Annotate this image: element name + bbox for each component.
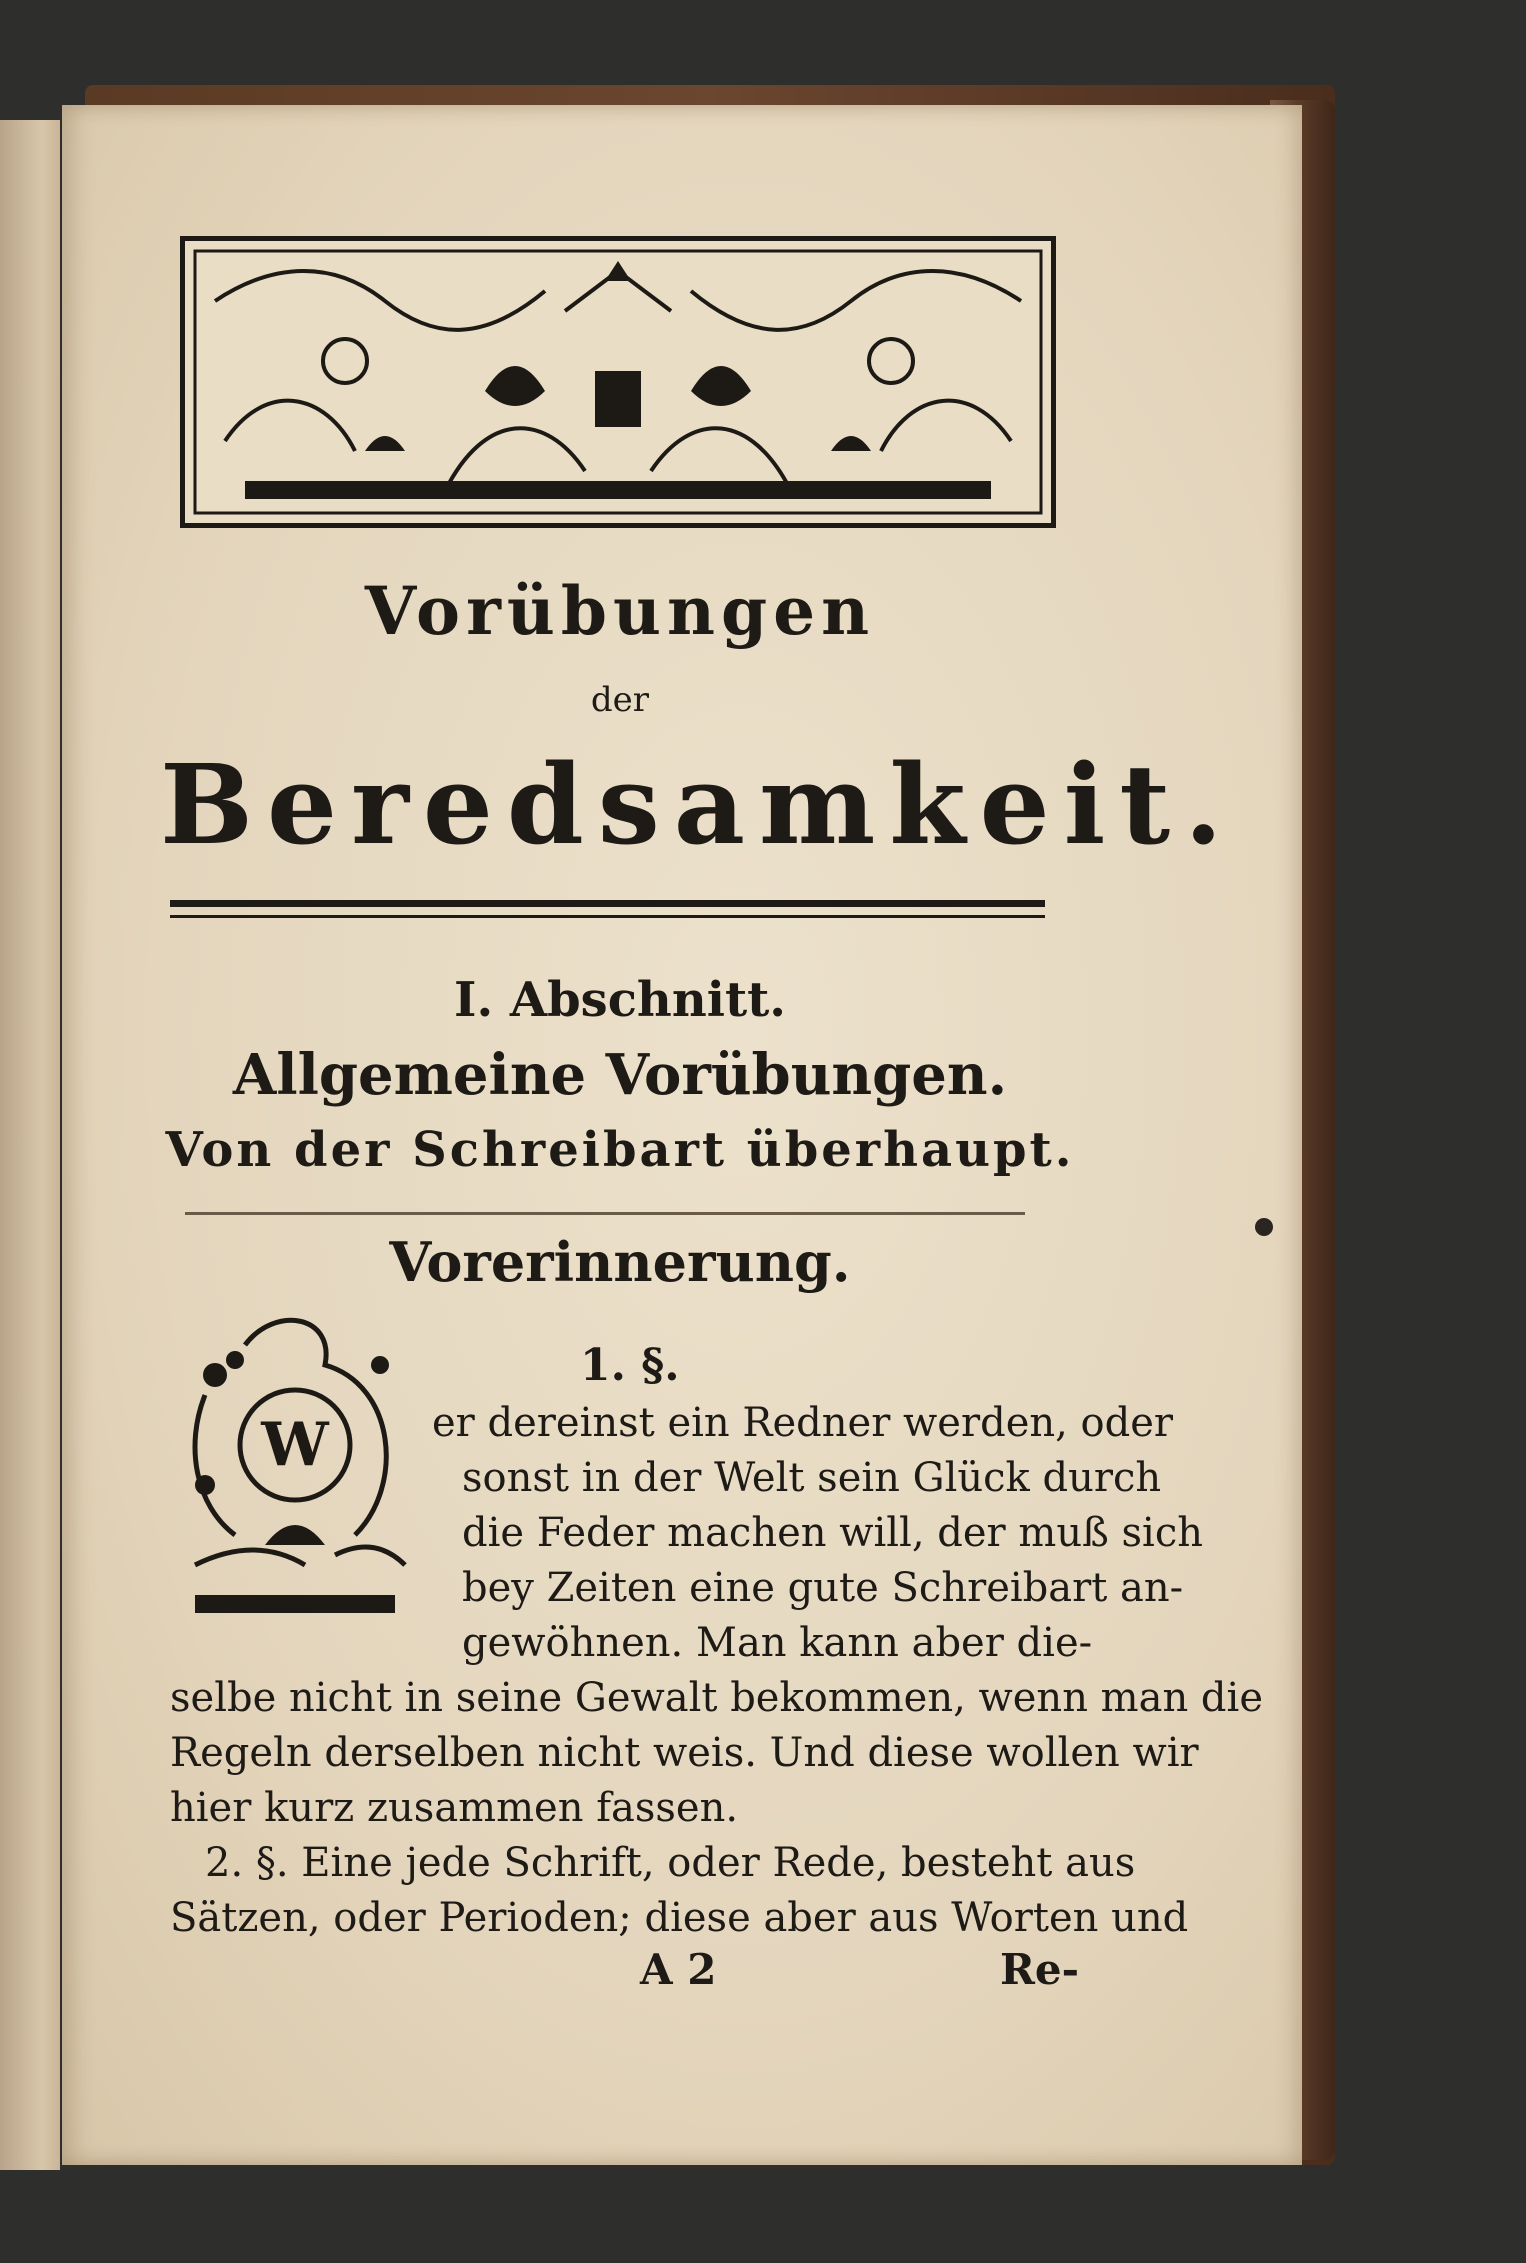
headpiece-ornament: [180, 236, 1056, 528]
book-title-line2: Beredsamkeit.: [160, 740, 1237, 869]
body-line-1: er dereinst ein Redner werden, oder: [432, 1400, 1174, 1446]
section-number: I. Abschnitt.: [453, 972, 786, 1028]
body-line-6: selbe nicht in seine Gewalt bekommen, wenn man die: [170, 1675, 1263, 1721]
book-title-der: der: [590, 680, 650, 720]
section-divider: [185, 1212, 1025, 1215]
decorated-initial: [175, 1305, 415, 1625]
double-rule-thin: [170, 915, 1045, 918]
ornament-illustration: [185, 241, 1051, 523]
body-line-3: die Feder machen will, der muß sich: [462, 1510, 1203, 1556]
body-line-2: sonst in der Welt sein Glück durch: [462, 1455, 1162, 1501]
paragraph-mark-1: 1. §.: [580, 1340, 680, 1391]
bookmark-bead: [1255, 1218, 1273, 1236]
left-page-edge: [0, 120, 60, 2170]
double-rule-thick: [170, 900, 1045, 907]
heading-vorerinnerung: Vorerinnerung.: [389, 1230, 851, 1294]
drop-cap-letter: W: [261, 1410, 329, 1480]
body-line-7: Regeln derselben nicht weis. Und diese wollen wir: [170, 1730, 1199, 1776]
section-title: Allgemeine Vorübungen.: [232, 1042, 1008, 1108]
catchword: Re-: [1000, 1945, 1080, 1994]
body-line-4: bey Zeiten eine gute Schreibart an-: [462, 1565, 1184, 1611]
body-line-8: hier kurz zusammen fassen.: [170, 1785, 739, 1831]
book-title-line1: Vorübungen: [364, 572, 876, 650]
drop-cap-illustration: [175, 1305, 415, 1625]
signature-mark: A 2: [640, 1945, 717, 1994]
body-line-9: 2. §. Eine jede Schrift, oder Rede, besteht aus: [205, 1840, 1136, 1886]
section-subtitle: Von der Schreibart überhaupt.: [165, 1122, 1075, 1178]
body-line-10: Sätzen, oder Perioden; diese aber aus Worten und: [170, 1895, 1189, 1941]
body-line-5: gewöhnen. Man kann aber die-: [462, 1620, 1093, 1666]
